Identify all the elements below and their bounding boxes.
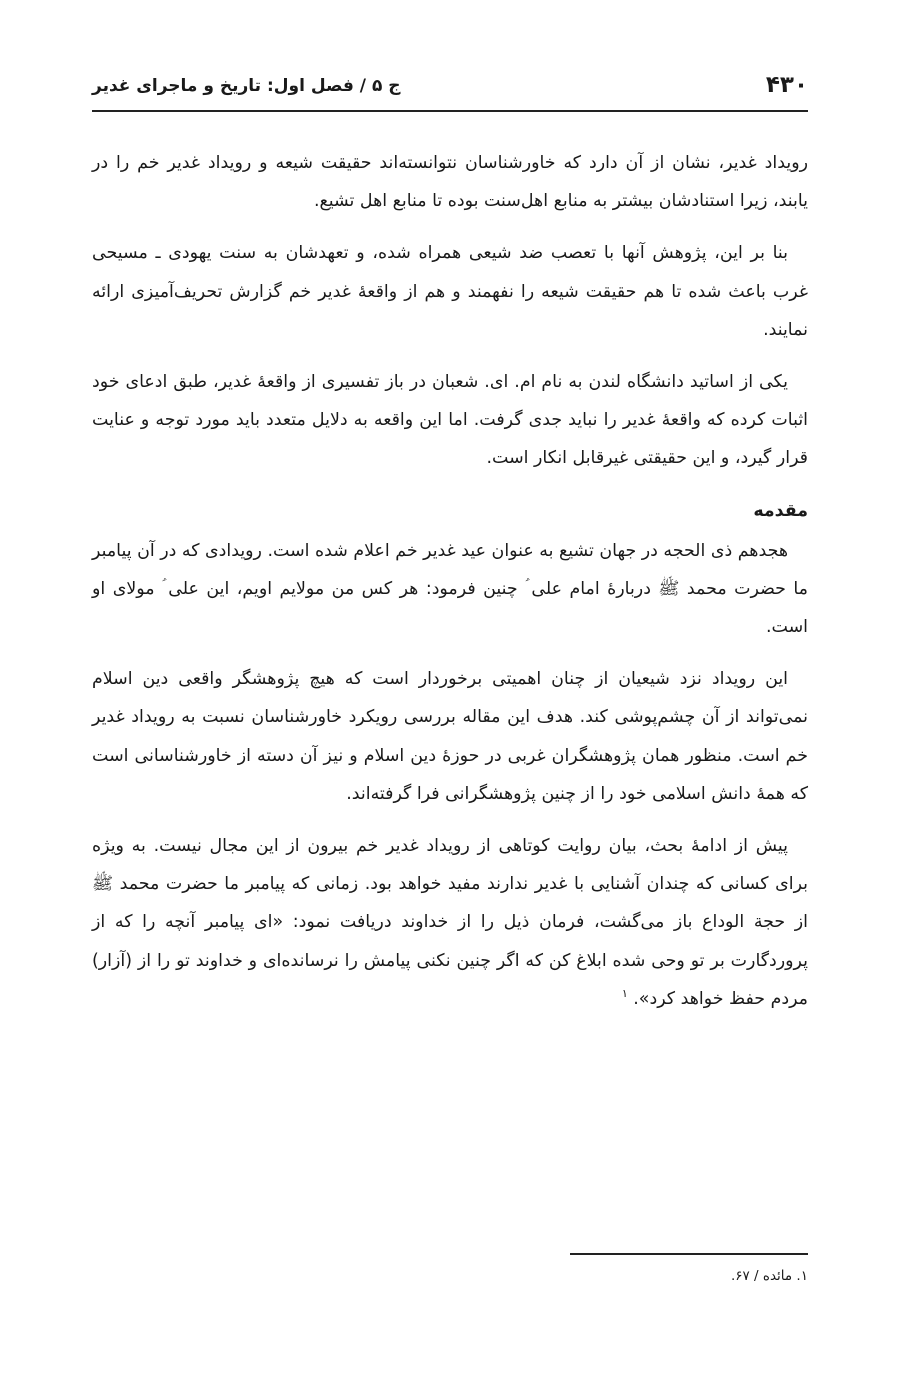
paragraph-5: این رویداد نزد شیعیان از چنان اهمیتی برخوردار است که هیچ پژوهشگر واقعی دین اسلام نمی‌تواند از آن چشم‌پوشی کند. هدف این مقاله بررسی رویکرد خاورشناسان نسبت به رویداد غدیر خم است. منظور همان پژوهشگران غربی در حوزهٔ دین اسلام و نیز آن دسته از خاورشناسانی است که همهٔ دانش اسلامی خود را از چنین پژوهشگرانی فرا گرفته‌اند. — [92, 669, 808, 804]
footnote-divider — [570, 1253, 808, 1255]
page-header — [92, 70, 808, 112]
footnote: ۱. مائده / ۶۷. — [730, 1268, 808, 1284]
paragraph-2: بنا بر این، پژوهش آنها با تعصب ضد شیعی همراه شده، و تعهدشان به سنت یهودی ـ مسیحی غرب باعث شده تا هم حقیقت شیعه را نفهمند و هم از واقعهٔ غدیر خم گزارش تحریف‌آمیزی ارائه نمایند. — [92, 243, 808, 340]
footnote-reference[interactable]: ۱ — [621, 987, 628, 1001]
section-heading: مقدمه — [753, 500, 808, 521]
paragraph-6 — [92, 827, 808, 1018]
body-text — [92, 144, 808, 1032]
paragraph-4: هجدهم ذی الحجه در جهان تشیع به عنوان عید غدیر خم اعلام شده است. رویدادی که در آن پیامبر ما حضرت محمد ﷺ دربارهٔ امام علی ؑ چنین فرمود: هر کس من مولایم اویم، این علی ؑ مولای او است. — [92, 540, 808, 638]
paragraph-1: رویداد غدیر، نشان از آن دارد که خاورشناسان نتوانسته‌اند حقیقت شیعه و رویداد غدیر خم را در یابند، زیرا استنادشان بیشتر به منابع اهل‌سنت بوده تا منابع اهل تشیع. — [92, 153, 808, 212]
running-head: ج ۵ / فصل اول: تاریخ و ماجرای غدیر — [92, 76, 401, 96]
paragraph-3: یکی از اساتید دانشگاه لندن به نام ام. ای. شعبان در باز تفسیری از واقعهٔ غدیر، طبق ادعای خود اثبات کرده که واقعهٔ غدیر را نباید جدی گرفت. اما این واقعه به دلایل متعدد باید مورد توجه و عنایت قرار گیرد، و این حقیقتی غیرقابل انکار است. — [92, 372, 808, 469]
paragraph-6-text: پیش از ادامهٔ بحث، بیان روایت کوتاهی از رویداد غدیر خم بیرون از این مجال نیست. به ویژه برای کسانی که چندان آشنایی با غدیر ندارند مفید خواهد بود. زمانی که پیامبر ما حضرت محمد ﷺ از حجة الوداع باز می‌گشت، فرمان ذیل را از خداوند دریافت نمود: «ای پیامبر آنچه را که از پروردگارت بر تو وحی شده ابلاغ کن که اگر چنین نکنی پیامش را نرسانده‌ای و خداوند تو را از (آزار) مردم حفظ خواهد کرد». — [92, 836, 808, 1009]
page-number: ۴۳۰ — [765, 72, 808, 98]
